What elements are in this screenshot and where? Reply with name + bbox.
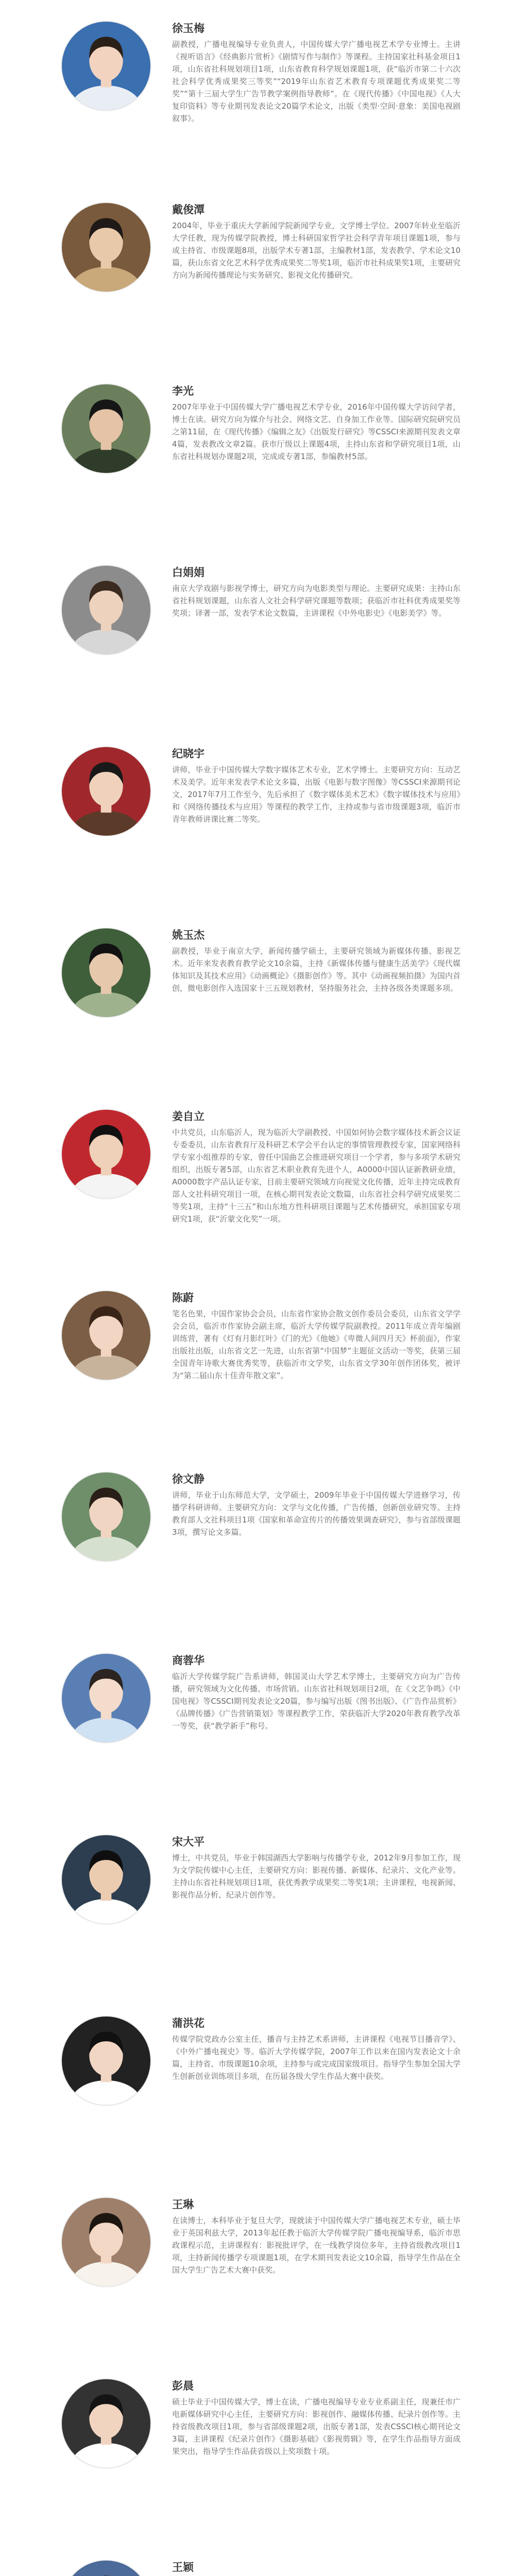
faculty-photo [61, 2197, 151, 2287]
faculty-photo [61, 21, 151, 111]
faculty-photo [61, 1834, 151, 1925]
faculty-text [172, 202, 461, 281]
faculty-bio: 讲师，毕业于中国传媒大学数字媒体艺术专业，艺术学博士。主要研究方向：互动艺术及美学。近年来发表学术论文多篇，出版《电影与数字图像》等CSSCI来源期刊论文，2017年7月工作至今，先后承担了《数字媒体美术艺术》《数字媒体技术与应用》和《网络传播技术与应用》等课程的教学工作，主持或参与省市级课题3项，临沂市青年教师讲课比赛二等奖。 [172, 765, 461, 824]
faculty-name: 李光 [172, 385, 194, 397]
faculty-name: 戴俊潭 [172, 204, 205, 216]
faculty-text [172, 1290, 461, 1382]
faculty-name: 徐文静 [172, 1473, 205, 1485]
faculty-name: 商蓉华 [172, 1654, 205, 1667]
faculty-bio: 2007年毕业于中国传媒大学广播电视艺术学专业，2016年中国传媒大学访问学者，博士在读。研究方向为媒介与社会、网络文艺、自身加工作业等。国际研究院研究员之第11届，在《现代传播》《编辑之友》《出版发行研究》等CSSCI来源期刊发表文章4篇，发表教改文章2篇。获市厅级以上课题4项，主持山东省和学研究项目1项，山东省社科规划办课题2项，完成或专著1部，参编教材5部。 [172, 402, 461, 461]
faculty-text [172, 565, 461, 619]
faculty-name: 白娟娟 [172, 566, 205, 579]
faculty-bio: 笔名色果，中国作家协会会员，山东省作家协会散文创作委员会委员，山东省文学学会会员，临沂市作家协会副主席，临沂大学传媒学院副教授。2011年成立青年编剧训练营，著有《灯有月影红叶》《门的光》《他她》《卑微人间四月天》杯前面》，作家出版社出版，山东省文艺一先进，山东省第“中国梦”主题征文活动一等奖，获第三届全国青年诗歌大赛优秀奖等，获临沂市文学奖，山东省文学30年创作团体奖，被评为“第二届山东十佳青年散文家”。 [172, 1309, 461, 1380]
faculty-photo [61, 1471, 151, 1562]
faculty-bio: 南京大学戏剧与影视学博士，研究方向为电影类型与理论。主要研究成果：主持山东省社科规划课题，山东省人文社会科学研究课题等数项；获临沂市社科优秀成果奖等奖项；译著一部，发表学术论文数篇，主讲课程《中外电影史》《电影美学》等。 [172, 584, 461, 618]
faculty-photo [61, 2015, 151, 2106]
faculty-text [172, 1834, 461, 1901]
faculty-photo [61, 202, 151, 293]
faculty-bio: 博士，中共党员，毕业于韩国湖西大学影响与传播学专业，2012年9月参加工作，现为文学院传媒中心主任，主要研究方向：影视传播、新媒体、纪录片、文化产业等。主持山东省社科规划项目1项，获优秀教学成果奖二等奖1项；主讲课程，电视新闻、影视作品分析、纪录片创作等。 [172, 1853, 461, 1900]
faculty-photo [61, 1290, 151, 1381]
faculty-photo [61, 746, 151, 837]
faculty-name: 彭晨 [172, 2380, 194, 2392]
faculty-name: 纪晓宇 [172, 748, 205, 760]
faculty-photo [61, 1653, 151, 1743]
faculty-text [172, 746, 461, 825]
faculty-bio: 硕士毕业于中国传媒大学，博士在读，广播电视编导专业专业系副主任，现兼任市广电新媒体研究中心主任，主要研究方向：影视创作、融媒体传播、纪录片创作等。主持省级教改项目1项，参与省部级课题2项，出版专著1部，发表CSSCI核心期刊论文3篇，主讲课程《纪录片创作》《摄影基础》《影视剪辑》等，在学生作品指导方面成果突出，指导学生作品获省级以上奖项数十项。 [172, 2397, 461, 2456]
faculty-photo [61, 565, 151, 655]
faculty-photo [61, 2560, 151, 2576]
faculty-text [172, 2560, 461, 2576]
faculty-text [172, 1109, 461, 1225]
faculty-name: 宋大平 [172, 1836, 205, 1848]
faculty-text [172, 2378, 461, 2458]
faculty-text [172, 1653, 461, 1732]
faculty-name: 徐玉梅 [172, 22, 205, 35]
faculty-bio: 在读博士，本科毕业于复旦大学，现就读于中国传媒大学广播电视艺术专业，硕士毕业于英国利兹大学，2013年起任教于临沂大学传媒学院广播电视编导系，临沂市思政课程示范，主讲课程有：影视批评学，在一线教学岗位多年，主持省级教改项目1项，主持新闻传播学专项课题1项，在学术期刊发表论文10余篇，指导学生作品在全国大学生广告艺术大赛中获奖。 [172, 2216, 461, 2275]
faculty-bio: 2004年，毕业于重庆大学新闻学院新闻学专业，文学博士学位。2007年转业至临沂大学任教，现为传媒学院教授，博士科研国家哲学社会科学青年项目课题1项，参与或主持省、市级课题8项，出版学术专著1部，主编教材1部，发表教学、学术论文10篇，获山东省文化艺术科学优秀成果奖二等奖1项，临沂市社科成果奖1项，主要研究方向为新闻传播理论与实务研究、影视文化传播研究。 [172, 221, 461, 280]
faculty-bio: 讲师，毕业于山东师范大学，文学硕士，2009年毕业于中国传媒大学进修学习，传播学科研讲师。主要研究方向：文学与文化传播，广告传播，创新创业研究等。主持教育部人文社科项目1项《国家和革命宣传片的传播效果调查研究》，参与省部级课题3项，撰写论文多篇。 [172, 1490, 461, 1537]
faculty-bio: 传媒学院党政办公室主任，播音与主持艺术系讲师，主讲课程《电视节目播音学》、《中外广播电视史》等。临沂大学传媒学院，2007年工作以来在国内发表论文十余篇，主持省、市级课题10余项，主持参与或完成国家级项目。指导学生参加全国大学生创新创业训练项目多项，在历届各级大学生作品大赛中获奖。 [172, 2035, 461, 2081]
faculty-bio: 中共党员，山东临沂人，现为临沂大学副教授、中国如何协会数字媒体技术新会议证专委委员，山东省教育厅及科研艺术学会平台认定的事情管理教授专家，国家网络科学专家小组推荐的专家，曾任中国曲艺会推进研究项目一个学者，参与多项学术研究组织，出版专著5部，山东省艺术职业教育先进个人，A0000中国认证新教研业绩，A0000数字产品认证专家，目前主要研究领域方向视觉文化传播，近年主持完成教育部人文社科研究项目一项，在核心期刊发表论文数篇，山东省社会科学研究成果奖二等奖1项，主持“十三五”和山东地方性科研项目课题与艺术传播研究，承担国家专项研究1项，获“沂蒙文化奖”一项。 [172, 1128, 461, 1224]
faculty-text [172, 383, 461, 463]
faculty-text [172, 21, 461, 125]
faculty-photo [61, 2378, 151, 2469]
faculty-name: 陈蔚 [172, 1292, 194, 1304]
faculty-text [172, 927, 461, 994]
faculty-name: 王颖 [172, 2561, 194, 2573]
faculty-text [172, 2197, 461, 2276]
faculty-photo [61, 1109, 151, 1199]
faculty-name: 姚玉杰 [172, 929, 205, 941]
faculty-name: 王琳 [172, 2198, 194, 2211]
faculty-name: 姜自立 [172, 1110, 205, 1123]
faculty-bio: 副教授，广播电视编导专业负责人，中国传媒大学广播电视艺术学专业博士。主讲《视听语言》《经典影片赏析》《剧情写作与制作》等课程。主持国家社科基金项目1项，山东省社科规划项目1项，山东省教育科学规划课题1项，获“临沂市第二十六次社会科学优秀成果奖三等奖”“2019年山东省艺术教育专项课题优秀成果奖二等奖”“第十三届大学生广告节教学案例指导教师”。在《现代传播》《中国电视》《人大复印资料》等专业期刊发表论文20篇学术论文，出版《类型·空间·意象：美国电视剧叙事》。 [172, 40, 461, 123]
faculty-bio: 副教授，毕业于南京大学，新闻传播学硕士，主要研究领域为新媒体传播、影视艺术。近年来发表教育教学论文10余篇，主持《新媒体传播与健康生活美学》《现代媒体知识及其技术应用》《动画概论》《摄影创作》等。其中《动画视频拍摄》为国内首创，微电影创作入选国家十三五规划教材，坚持服务社会，主持各级各类课题多项。 [172, 946, 461, 993]
faculty-photo [61, 383, 151, 474]
faculty-name: 蒲洪花 [172, 2017, 205, 2029]
faculty-photo [61, 927, 151, 1018]
faculty-bio: 临沂大学传媒学院广告系讲师，韩国灵山大学艺术学博士，主要研究方向为广告传播，研究领域为文化传播、市场营销。山东省社科规划项目2项，在《文艺争鸣》《中国电视》等CSSCI期刊发表论文20篇，参与编写出版《图书出版》、《广告作品赏析》《品牌传播》《广告营销策划》等课程教学工作，荣获临沂大学2020年教育教学改革一等奖，获“教学新手”称号。 [172, 1672, 461, 1731]
faculty-text [172, 1471, 461, 1538]
faculty-text [172, 2015, 461, 2082]
